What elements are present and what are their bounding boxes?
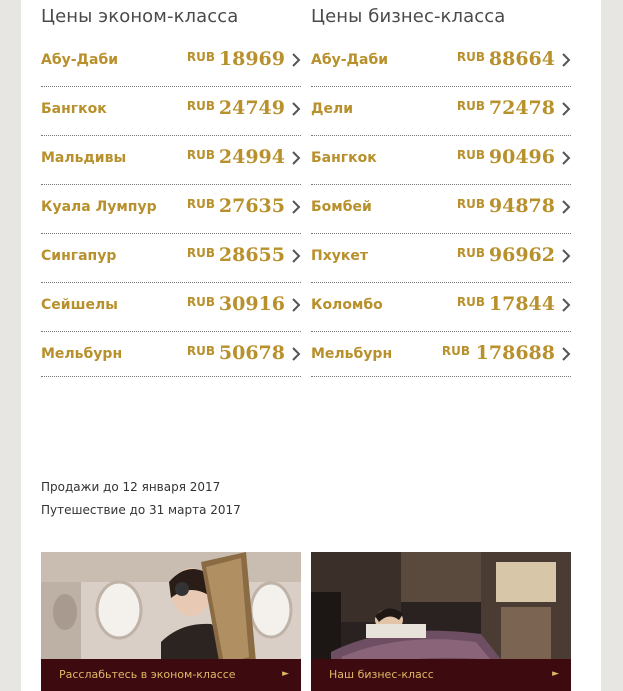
destination-city: Куала Лумпур bbox=[41, 199, 157, 215]
chevron-right-icon[interactable] bbox=[291, 248, 301, 264]
economy-price-row[interactable] bbox=[41, 234, 301, 283]
fare-amount: 50678 bbox=[218, 342, 285, 364]
business-promo-bar bbox=[311, 659, 571, 691]
destination-city: Дели bbox=[311, 101, 354, 117]
fare-amount: 17844 bbox=[488, 293, 555, 315]
business-price-list bbox=[311, 38, 571, 377]
destination-city: Бомбей bbox=[311, 199, 372, 215]
fare-amount: 72478 bbox=[488, 97, 555, 119]
fare-amount: 30916 bbox=[218, 293, 285, 315]
economy-promo-banner[interactable] bbox=[41, 552, 301, 691]
destination-city: Пхукет bbox=[311, 248, 368, 264]
chevron-right-icon[interactable] bbox=[291, 52, 301, 68]
chevron-right-icon[interactable] bbox=[291, 199, 301, 215]
economy-title: Цены эконом-класса bbox=[41, 6, 239, 27]
economy-prices-column bbox=[41, 0, 301, 377]
economy-price-row[interactable] bbox=[41, 185, 301, 234]
destination-city: Коломбо bbox=[311, 297, 383, 313]
travel-period: Путешествие до 31 марта 2017 bbox=[41, 503, 241, 517]
currency-label: RUB bbox=[186, 197, 215, 211]
currency-label: RUB bbox=[456, 197, 485, 211]
economy-price-row[interactable] bbox=[41, 136, 301, 185]
destination-city: Абу-Даби bbox=[311, 52, 389, 68]
economy-price-list bbox=[41, 38, 301, 377]
currency-label: RUB bbox=[186, 344, 215, 358]
fare-amount: 24994 bbox=[218, 146, 285, 168]
play-arrow-icon: ► bbox=[552, 669, 559, 679]
fare-amount: 88664 bbox=[488, 48, 555, 70]
business-promo-banner[interactable] bbox=[311, 552, 571, 691]
currency-label: RUB bbox=[456, 295, 485, 309]
sales-period: Продажи до 12 января 2017 bbox=[41, 480, 221, 494]
fare-amount: 24749 bbox=[218, 97, 285, 119]
business-price-row[interactable] bbox=[311, 234, 571, 283]
currency-label: RUB bbox=[456, 246, 485, 260]
fare-amount: 94878 bbox=[488, 195, 555, 217]
currency-label: RUB bbox=[456, 50, 485, 64]
economy-price-row[interactable] bbox=[41, 87, 301, 136]
currency-label: RUB bbox=[186, 50, 215, 64]
currency-label: RUB bbox=[456, 148, 485, 162]
destination-city: Сейшелы bbox=[41, 297, 118, 313]
fare-amount: 90496 bbox=[488, 146, 555, 168]
currency-label: RUB bbox=[186, 246, 215, 260]
chevron-right-icon[interactable] bbox=[561, 101, 571, 117]
economy-price-row[interactable] bbox=[41, 38, 301, 87]
destination-city: Мальдивы bbox=[41, 150, 127, 166]
currency-label: RUB bbox=[456, 99, 485, 113]
chevron-right-icon[interactable] bbox=[561, 346, 571, 362]
offer-card bbox=[21, 0, 601, 691]
fare-amount: 18969 bbox=[218, 48, 285, 70]
chevron-right-icon[interactable] bbox=[291, 101, 301, 117]
economy-promo-bar bbox=[41, 659, 301, 691]
chevron-right-icon[interactable] bbox=[291, 297, 301, 313]
chevron-right-icon[interactable] bbox=[291, 150, 301, 166]
destination-city: Абу-Даби bbox=[41, 52, 119, 68]
fare-amount: 178688 bbox=[475, 342, 555, 364]
destination-city: Мельбурн bbox=[41, 346, 123, 362]
business-prices-column bbox=[311, 0, 571, 377]
chevron-right-icon[interactable] bbox=[561, 199, 571, 215]
business-price-row[interactable] bbox=[311, 332, 571, 377]
chevron-right-icon[interactable] bbox=[561, 150, 571, 166]
destination-city: Сингапур bbox=[41, 248, 117, 264]
chevron-right-icon[interactable] bbox=[291, 346, 301, 362]
play-arrow-icon: ► bbox=[282, 669, 289, 679]
business-price-row[interactable] bbox=[311, 283, 571, 332]
destination-city: Бангкок bbox=[41, 101, 107, 117]
business-price-row[interactable] bbox=[311, 38, 571, 87]
business-price-row[interactable] bbox=[311, 87, 571, 136]
business-promo-label[interactable]: Наш бизнес-класс bbox=[329, 668, 434, 681]
destination-city: Бангкок bbox=[311, 150, 377, 166]
currency-label: RUB bbox=[186, 295, 215, 309]
fare-amount: 28655 bbox=[218, 244, 285, 266]
economy-price-row[interactable] bbox=[41, 283, 301, 332]
fare-amount: 96962 bbox=[488, 244, 555, 266]
currency-label: RUB bbox=[441, 344, 470, 358]
currency-label: RUB bbox=[186, 99, 215, 113]
currency-label: RUB bbox=[186, 148, 215, 162]
chevron-right-icon[interactable] bbox=[561, 248, 571, 264]
fare-amount: 27635 bbox=[218, 195, 285, 217]
economy-promo-label[interactable]: Расслабьтесь в эконом-классе bbox=[59, 668, 236, 681]
business-price-row[interactable] bbox=[311, 185, 571, 234]
business-price-row[interactable] bbox=[311, 136, 571, 185]
economy-price-row[interactable] bbox=[41, 332, 301, 377]
chevron-right-icon[interactable] bbox=[561, 52, 571, 68]
chevron-right-icon[interactable] bbox=[561, 297, 571, 313]
destination-city: Мельбурн bbox=[311, 346, 393, 362]
business-title: Цены бизнес-класса bbox=[311, 6, 506, 27]
